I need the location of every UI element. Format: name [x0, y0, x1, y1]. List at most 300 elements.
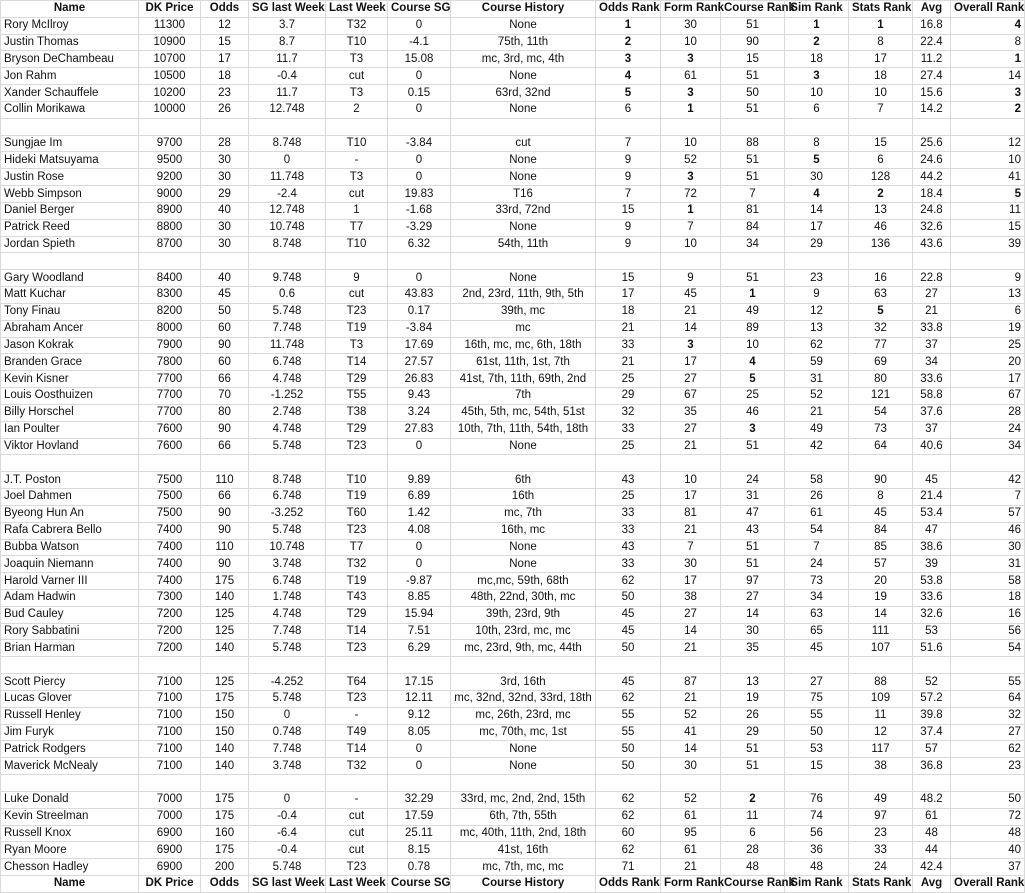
- cell-avg[interactable]: 37: [913, 421, 951, 438]
- cell-course-sg[interactable]: 19.83: [388, 186, 451, 203]
- column-header-odds[interactable]: Odds: [201, 1, 249, 18]
- cell-overall-rank[interactable]: 54: [951, 640, 1025, 657]
- cell-stats-rank[interactable]: 18: [849, 68, 913, 85]
- cell-dk-price[interactable]: 7800: [139, 354, 201, 371]
- cell-course-sg[interactable]: 8.15: [388, 842, 451, 859]
- cell-course-rank[interactable]: 51: [721, 741, 785, 758]
- cell-course-sg[interactable]: -9.87: [388, 573, 451, 590]
- cell-dk-price[interactable]: 11300: [139, 17, 201, 34]
- cell-stats-rank[interactable]: 5: [849, 303, 913, 320]
- cell-sim-rank[interactable]: 2: [785, 34, 849, 51]
- cell-avg[interactable]: 40.6: [913, 438, 951, 455]
- cell-name[interactable]: Russell Henley: [1, 707, 139, 724]
- cell-form-rank[interactable]: 67: [661, 388, 721, 405]
- cell-stats-rank[interactable]: 20: [849, 573, 913, 590]
- cell-sim-rank[interactable]: 13: [785, 320, 849, 337]
- cell-odds-rank[interactable]: 21: [596, 354, 661, 371]
- cell-odds[interactable]: 175: [201, 842, 249, 859]
- empty-cell[interactable]: [913, 253, 951, 270]
- cell-name[interactable]: Jim Furyk: [1, 724, 139, 741]
- empty-cell[interactable]: [201, 118, 249, 135]
- cell-dk-price[interactable]: 7700: [139, 404, 201, 421]
- cell-course-sg[interactable]: 0: [388, 270, 451, 287]
- cell-course-history[interactable]: None: [451, 17, 596, 34]
- cell-dk-price[interactable]: 7000: [139, 791, 201, 808]
- column-header-dk-price[interactable]: DK Price: [139, 876, 201, 893]
- empty-cell[interactable]: [201, 657, 249, 674]
- cell-course-sg[interactable]: 43.83: [388, 287, 451, 304]
- column-header-sim-rank[interactable]: Sim Rank: [785, 1, 849, 18]
- empty-cell[interactable]: [721, 455, 785, 472]
- cell-sim-rank[interactable]: 27: [785, 674, 849, 691]
- cell-sg-last-week[interactable]: 7.748: [249, 741, 326, 758]
- cell-sim-rank[interactable]: 31: [785, 371, 849, 388]
- cell-odds[interactable]: 45: [201, 287, 249, 304]
- cell-sim-rank[interactable]: 49: [785, 421, 849, 438]
- cell-odds[interactable]: 17: [201, 51, 249, 68]
- cell-course-rank[interactable]: 29: [721, 724, 785, 741]
- cell-overall-rank[interactable]: 32: [951, 707, 1025, 724]
- cell-name[interactable]: Rory McIlroy: [1, 17, 139, 34]
- cell-form-rank[interactable]: 38: [661, 589, 721, 606]
- empty-cell[interactable]: [951, 118, 1025, 135]
- empty-cell[interactable]: [913, 455, 951, 472]
- cell-course-rank[interactable]: 31: [721, 489, 785, 506]
- cell-odds[interactable]: 90: [201, 556, 249, 573]
- cell-course-sg[interactable]: 8.85: [388, 589, 451, 606]
- cell-overall-rank[interactable]: 42: [951, 472, 1025, 489]
- cell-odds[interactable]: 140: [201, 589, 249, 606]
- cell-sim-rank[interactable]: 21: [785, 404, 849, 421]
- cell-course-rank[interactable]: 7: [721, 186, 785, 203]
- cell-course-rank[interactable]: 51: [721, 758, 785, 775]
- empty-cell[interactable]: [913, 657, 951, 674]
- empty-cell[interactable]: [785, 775, 849, 792]
- column-header-name[interactable]: Name: [1, 876, 139, 893]
- empty-cell[interactable]: [849, 455, 913, 472]
- cell-course-rank[interactable]: 51: [721, 539, 785, 556]
- cell-odds[interactable]: 125: [201, 674, 249, 691]
- cell-sim-rank[interactable]: 5: [785, 152, 849, 169]
- cell-odds[interactable]: 175: [201, 791, 249, 808]
- cell-odds-rank[interactable]: 9: [596, 236, 661, 253]
- empty-cell[interactable]: [785, 118, 849, 135]
- cell-overall-rank[interactable]: 28: [951, 404, 1025, 421]
- cell-avg[interactable]: 37: [913, 337, 951, 354]
- cell-odds-rank[interactable]: 33: [596, 556, 661, 573]
- cell-odds-rank[interactable]: 2: [596, 34, 661, 51]
- cell-course-rank[interactable]: 51: [721, 101, 785, 118]
- cell-stats-rank[interactable]: 107: [849, 640, 913, 657]
- empty-cell[interactable]: [661, 775, 721, 792]
- cell-last-week[interactable]: T14: [326, 623, 388, 640]
- cell-sim-rank[interactable]: 6: [785, 101, 849, 118]
- cell-course-history[interactable]: 6th: [451, 472, 596, 489]
- cell-sg-last-week[interactable]: 8.7: [249, 34, 326, 51]
- cell-course-sg[interactable]: 0: [388, 17, 451, 34]
- cell-odds-rank[interactable]: 18: [596, 303, 661, 320]
- cell-sim-rank[interactable]: 24: [785, 556, 849, 573]
- cell-odds[interactable]: 110: [201, 472, 249, 489]
- cell-overall-rank[interactable]: 9: [951, 270, 1025, 287]
- cell-dk-price[interactable]: 8300: [139, 287, 201, 304]
- cell-name[interactable]: Billy Horschel: [1, 404, 139, 421]
- cell-overall-rank[interactable]: 58: [951, 573, 1025, 590]
- cell-last-week[interactable]: T10: [326, 236, 388, 253]
- cell-form-rank[interactable]: 17: [661, 573, 721, 590]
- column-header-course-rank[interactable]: Course Rank: [721, 876, 785, 893]
- cell-dk-price[interactable]: 7500: [139, 505, 201, 522]
- cell-odds-rank[interactable]: 43: [596, 539, 661, 556]
- empty-cell[interactable]: [451, 455, 596, 472]
- cell-form-rank[interactable]: 52: [661, 152, 721, 169]
- cell-sg-last-week[interactable]: 10.748: [249, 219, 326, 236]
- cell-form-rank[interactable]: 45: [661, 287, 721, 304]
- empty-cell[interactable]: [388, 657, 451, 674]
- cell-odds[interactable]: 50: [201, 303, 249, 320]
- cell-odds-rank[interactable]: 5: [596, 85, 661, 102]
- cell-avg[interactable]: 45: [913, 472, 951, 489]
- cell-avg[interactable]: 48.2: [913, 791, 951, 808]
- cell-sg-last-week[interactable]: 4.748: [249, 421, 326, 438]
- cell-stats-rank[interactable]: 10: [849, 85, 913, 102]
- cell-course-history[interactable]: None: [451, 219, 596, 236]
- cell-odds[interactable]: 175: [201, 690, 249, 707]
- column-header-avg[interactable]: Avg: [913, 1, 951, 18]
- cell-last-week[interactable]: T14: [326, 741, 388, 758]
- cell-course-rank[interactable]: 51: [721, 17, 785, 34]
- cell-dk-price[interactable]: 7900: [139, 337, 201, 354]
- cell-odds[interactable]: 90: [201, 505, 249, 522]
- cell-sim-rank[interactable]: 61: [785, 505, 849, 522]
- cell-form-rank[interactable]: 72: [661, 186, 721, 203]
- cell-stats-rank[interactable]: 64: [849, 438, 913, 455]
- cell-odds-rank[interactable]: 9: [596, 169, 661, 186]
- cell-stats-rank[interactable]: 136: [849, 236, 913, 253]
- cell-sim-rank[interactable]: 52: [785, 388, 849, 405]
- cell-odds-rank[interactable]: 55: [596, 707, 661, 724]
- column-header-odds[interactable]: Odds: [201, 876, 249, 893]
- cell-overall-rank[interactable]: 14: [951, 68, 1025, 85]
- cell-course-sg[interactable]: 15.94: [388, 606, 451, 623]
- cell-form-rank[interactable]: 21: [661, 522, 721, 539]
- cell-form-rank[interactable]: 30: [661, 17, 721, 34]
- cell-sg-last-week[interactable]: 6.748: [249, 354, 326, 371]
- cell-odds[interactable]: 150: [201, 707, 249, 724]
- cell-sg-last-week[interactable]: 8.748: [249, 472, 326, 489]
- cell-odds[interactable]: 12: [201, 17, 249, 34]
- cell-last-week[interactable]: 1: [326, 202, 388, 219]
- cell-odds[interactable]: 40: [201, 270, 249, 287]
- empty-cell[interactable]: [139, 455, 201, 472]
- cell-dk-price[interactable]: 6900: [139, 825, 201, 842]
- cell-dk-price[interactable]: 7500: [139, 472, 201, 489]
- column-header-odds-rank[interactable]: Odds Rank: [596, 876, 661, 893]
- cell-stats-rank[interactable]: 17: [849, 51, 913, 68]
- cell-sg-last-week[interactable]: 0.748: [249, 724, 326, 741]
- cell-course-rank[interactable]: 34: [721, 236, 785, 253]
- cell-name[interactable]: Justin Thomas: [1, 34, 139, 51]
- cell-course-history[interactable]: mc, 32nd, 32nd, 33rd, 18th: [451, 690, 596, 707]
- cell-sg-last-week[interactable]: 5.748: [249, 859, 326, 876]
- cell-sg-last-week[interactable]: 0: [249, 791, 326, 808]
- cell-name[interactable]: Xander Schauffele: [1, 85, 139, 102]
- cell-overall-rank[interactable]: 55: [951, 674, 1025, 691]
- cell-name[interactable]: Tony Finau: [1, 303, 139, 320]
- cell-overall-rank[interactable]: 12: [951, 135, 1025, 152]
- cell-dk-price[interactable]: 7400: [139, 539, 201, 556]
- cell-odds[interactable]: 18: [201, 68, 249, 85]
- cell-avg[interactable]: 37.4: [913, 724, 951, 741]
- cell-odds[interactable]: 175: [201, 808, 249, 825]
- cell-name[interactable]: Ian Poulter: [1, 421, 139, 438]
- cell-course-history[interactable]: 61st, 11th, 1st, 7th: [451, 354, 596, 371]
- cell-name[interactable]: Bubba Watson: [1, 539, 139, 556]
- cell-last-week[interactable]: T23: [326, 640, 388, 657]
- cell-dk-price[interactable]: 7400: [139, 556, 201, 573]
- cell-form-rank[interactable]: 87: [661, 674, 721, 691]
- cell-form-rank[interactable]: 27: [661, 421, 721, 438]
- cell-sg-last-week[interactable]: 4.748: [249, 606, 326, 623]
- empty-cell[interactable]: [596, 657, 661, 674]
- cell-form-rank[interactable]: 9: [661, 270, 721, 287]
- cell-odds-rank[interactable]: 45: [596, 674, 661, 691]
- cell-sim-rank[interactable]: 76: [785, 791, 849, 808]
- cell-last-week[interactable]: T19: [326, 573, 388, 590]
- empty-cell[interactable]: [1, 657, 139, 674]
- empty-cell[interactable]: [1, 775, 139, 792]
- cell-sg-last-week[interactable]: -1.252: [249, 388, 326, 405]
- cell-sim-rank[interactable]: 56: [785, 825, 849, 842]
- cell-overall-rank[interactable]: 8: [951, 34, 1025, 51]
- empty-cell[interactable]: [249, 775, 326, 792]
- cell-name[interactable]: Collin Morikawa: [1, 101, 139, 118]
- cell-overall-rank[interactable]: 3: [951, 85, 1025, 102]
- cell-name[interactable]: J.T. Poston: [1, 472, 139, 489]
- empty-cell[interactable]: [661, 657, 721, 674]
- cell-avg[interactable]: 27.4: [913, 68, 951, 85]
- cell-sim-rank[interactable]: 45: [785, 640, 849, 657]
- cell-dk-price[interactable]: 8900: [139, 202, 201, 219]
- empty-cell[interactable]: [951, 657, 1025, 674]
- cell-last-week[interactable]: T64: [326, 674, 388, 691]
- cell-course-rank[interactable]: 49: [721, 303, 785, 320]
- cell-course-rank[interactable]: 11: [721, 808, 785, 825]
- cell-sim-rank[interactable]: 73: [785, 573, 849, 590]
- cell-dk-price[interactable]: 6900: [139, 859, 201, 876]
- cell-sg-last-week[interactable]: 8.748: [249, 135, 326, 152]
- cell-dk-price[interactable]: 7700: [139, 371, 201, 388]
- cell-name[interactable]: Abraham Ancer: [1, 320, 139, 337]
- cell-dk-price[interactable]: 8000: [139, 320, 201, 337]
- cell-course-history[interactable]: 6th, 7th, 55th: [451, 808, 596, 825]
- cell-sim-rank[interactable]: 65: [785, 623, 849, 640]
- empty-cell[interactable]: [388, 118, 451, 135]
- cell-sg-last-week[interactable]: 5.748: [249, 522, 326, 539]
- cell-course-sg[interactable]: 25.11: [388, 825, 451, 842]
- cell-sg-last-week[interactable]: 5.748: [249, 303, 326, 320]
- cell-odds-rank[interactable]: 7: [596, 186, 661, 203]
- cell-course-history[interactable]: mc, 7th, mc, mc: [451, 859, 596, 876]
- column-header-overall-rank[interactable]: Overall Rank: [951, 876, 1025, 893]
- empty-cell[interactable]: [596, 118, 661, 135]
- cell-sg-last-week[interactable]: 10.748: [249, 539, 326, 556]
- cell-form-rank[interactable]: 30: [661, 556, 721, 573]
- cell-stats-rank[interactable]: 121: [849, 388, 913, 405]
- cell-overall-rank[interactable]: 1: [951, 51, 1025, 68]
- cell-course-history[interactable]: None: [451, 539, 596, 556]
- empty-cell[interactable]: [326, 253, 388, 270]
- cell-avg[interactable]: 39.8: [913, 707, 951, 724]
- cell-stats-rank[interactable]: 16: [849, 270, 913, 287]
- cell-sg-last-week[interactable]: 1.748: [249, 589, 326, 606]
- cell-odds-rank[interactable]: 45: [596, 623, 661, 640]
- cell-form-rank[interactable]: 21: [661, 690, 721, 707]
- cell-stats-rank[interactable]: 15: [849, 135, 913, 152]
- cell-course-sg[interactable]: -1.68: [388, 202, 451, 219]
- cell-name[interactable]: Scott Piercy: [1, 674, 139, 691]
- cell-course-rank[interactable]: 89: [721, 320, 785, 337]
- cell-stats-rank[interactable]: 111: [849, 623, 913, 640]
- cell-course-rank[interactable]: 24: [721, 472, 785, 489]
- cell-course-rank[interactable]: 51: [721, 270, 785, 287]
- empty-cell[interactable]: [596, 253, 661, 270]
- cell-sg-last-week[interactable]: -2.4: [249, 186, 326, 203]
- empty-cell[interactable]: [721, 775, 785, 792]
- cell-last-week[interactable]: T29: [326, 421, 388, 438]
- cell-name[interactable]: Rafa Cabrera Bello: [1, 522, 139, 539]
- cell-dk-price[interactable]: 7600: [139, 438, 201, 455]
- cell-name[interactable]: Louis Oosthuizen: [1, 388, 139, 405]
- empty-cell[interactable]: [326, 657, 388, 674]
- cell-overall-rank[interactable]: 56: [951, 623, 1025, 640]
- cell-avg[interactable]: 38.6: [913, 539, 951, 556]
- cell-form-rank[interactable]: 14: [661, 623, 721, 640]
- cell-course-sg[interactable]: 17.15: [388, 674, 451, 691]
- cell-avg[interactable]: 25.6: [913, 135, 951, 152]
- cell-dk-price[interactable]: 10500: [139, 68, 201, 85]
- cell-course-history[interactable]: None: [451, 169, 596, 186]
- cell-overall-rank[interactable]: 64: [951, 690, 1025, 707]
- column-header-form-rank[interactable]: Form Rank: [661, 1, 721, 18]
- cell-course-rank[interactable]: 15: [721, 51, 785, 68]
- cell-course-sg[interactable]: -3.84: [388, 320, 451, 337]
- cell-sim-rank[interactable]: 50: [785, 724, 849, 741]
- empty-cell[interactable]: [451, 118, 596, 135]
- cell-sg-last-week[interactable]: 6.748: [249, 573, 326, 590]
- cell-dk-price[interactable]: 8700: [139, 236, 201, 253]
- cell-odds[interactable]: 66: [201, 371, 249, 388]
- cell-dk-price[interactable]: 7300: [139, 589, 201, 606]
- cell-last-week[interactable]: T10: [326, 472, 388, 489]
- cell-overall-rank[interactable]: 20: [951, 354, 1025, 371]
- cell-last-week[interactable]: T3: [326, 85, 388, 102]
- cell-overall-rank[interactable]: 30: [951, 539, 1025, 556]
- cell-sg-last-week[interactable]: -3.252: [249, 505, 326, 522]
- cell-avg[interactable]: 33.6: [913, 589, 951, 606]
- cell-last-week[interactable]: T29: [326, 371, 388, 388]
- cell-course-sg[interactable]: 6.32: [388, 236, 451, 253]
- cell-overall-rank[interactable]: 7: [951, 489, 1025, 506]
- cell-course-rank[interactable]: 26: [721, 707, 785, 724]
- cell-course-history[interactable]: None: [451, 741, 596, 758]
- cell-course-rank[interactable]: 4: [721, 354, 785, 371]
- cell-stats-rank[interactable]: 49: [849, 791, 913, 808]
- cell-sim-rank[interactable]: 4: [785, 186, 849, 203]
- cell-odds[interactable]: 28: [201, 135, 249, 152]
- cell-stats-rank[interactable]: 33: [849, 842, 913, 859]
- cell-overall-rank[interactable]: 46: [951, 522, 1025, 539]
- cell-course-sg[interactable]: 17.69: [388, 337, 451, 354]
- cell-stats-rank[interactable]: 63: [849, 287, 913, 304]
- cell-odds-rank[interactable]: 4: [596, 68, 661, 85]
- cell-course-sg[interactable]: 0.17: [388, 303, 451, 320]
- cell-odds[interactable]: 70: [201, 388, 249, 405]
- cell-course-history[interactable]: mc: [451, 320, 596, 337]
- cell-dk-price[interactable]: 7700: [139, 388, 201, 405]
- cell-course-history[interactable]: 10th, 7th, 11th, 54th, 18th: [451, 421, 596, 438]
- cell-course-sg[interactable]: 26.83: [388, 371, 451, 388]
- cell-last-week[interactable]: T3: [326, 337, 388, 354]
- cell-course-sg[interactable]: 0: [388, 741, 451, 758]
- cell-name[interactable]: Chesson Hadley: [1, 859, 139, 876]
- cell-course-rank[interactable]: 51: [721, 169, 785, 186]
- cell-last-week[interactable]: T29: [326, 606, 388, 623]
- cell-sim-rank[interactable]: 1: [785, 17, 849, 34]
- cell-dk-price[interactable]: 6900: [139, 842, 201, 859]
- cell-odds[interactable]: 30: [201, 152, 249, 169]
- cell-odds-rank[interactable]: 62: [596, 808, 661, 825]
- column-header-form-rank[interactable]: Form Rank: [661, 876, 721, 893]
- cell-sim-rank[interactable]: 54: [785, 522, 849, 539]
- cell-course-history[interactable]: 41st, 16th: [451, 842, 596, 859]
- column-header-last-week[interactable]: Last Week: [326, 876, 388, 893]
- cell-odds[interactable]: 150: [201, 724, 249, 741]
- cell-course-history[interactable]: None: [451, 68, 596, 85]
- cell-course-sg[interactable]: 3.24: [388, 404, 451, 421]
- cell-odds[interactable]: 30: [201, 169, 249, 186]
- cell-last-week[interactable]: T32: [326, 556, 388, 573]
- cell-course-history[interactable]: mc, 70th, mc, 1st: [451, 724, 596, 741]
- cell-course-history[interactable]: 3rd, 16th: [451, 674, 596, 691]
- cell-avg[interactable]: 53: [913, 623, 951, 640]
- cell-course-sg[interactable]: 7.51: [388, 623, 451, 640]
- cell-dk-price[interactable]: 7000: [139, 808, 201, 825]
- cell-overall-rank[interactable]: 37: [951, 859, 1025, 876]
- cell-avg[interactable]: 16.8: [913, 17, 951, 34]
- empty-cell[interactable]: [951, 253, 1025, 270]
- cell-name[interactable]: Harold Varner III: [1, 573, 139, 590]
- cell-sim-rank[interactable]: 74: [785, 808, 849, 825]
- cell-last-week[interactable]: cut: [326, 825, 388, 842]
- empty-cell[interactable]: [721, 118, 785, 135]
- column-header-avg[interactable]: Avg: [913, 876, 951, 893]
- cell-sim-rank[interactable]: 42: [785, 438, 849, 455]
- cell-last-week[interactable]: T23: [326, 859, 388, 876]
- cell-name[interactable]: Brian Harman: [1, 640, 139, 657]
- cell-last-week[interactable]: T19: [326, 320, 388, 337]
- cell-course-history[interactable]: 41st, 7th, 11th, 69th, 2nd: [451, 371, 596, 388]
- cell-avg[interactable]: 58.8: [913, 388, 951, 405]
- cell-odds[interactable]: 90: [201, 421, 249, 438]
- cell-form-rank[interactable]: 14: [661, 741, 721, 758]
- cell-stats-rank[interactable]: 24: [849, 859, 913, 876]
- cell-avg[interactable]: 57.2: [913, 690, 951, 707]
- cell-stats-rank[interactable]: 54: [849, 404, 913, 421]
- cell-odds-rank[interactable]: 15: [596, 202, 661, 219]
- cell-form-rank[interactable]: 52: [661, 791, 721, 808]
- cell-avg[interactable]: 42.4: [913, 859, 951, 876]
